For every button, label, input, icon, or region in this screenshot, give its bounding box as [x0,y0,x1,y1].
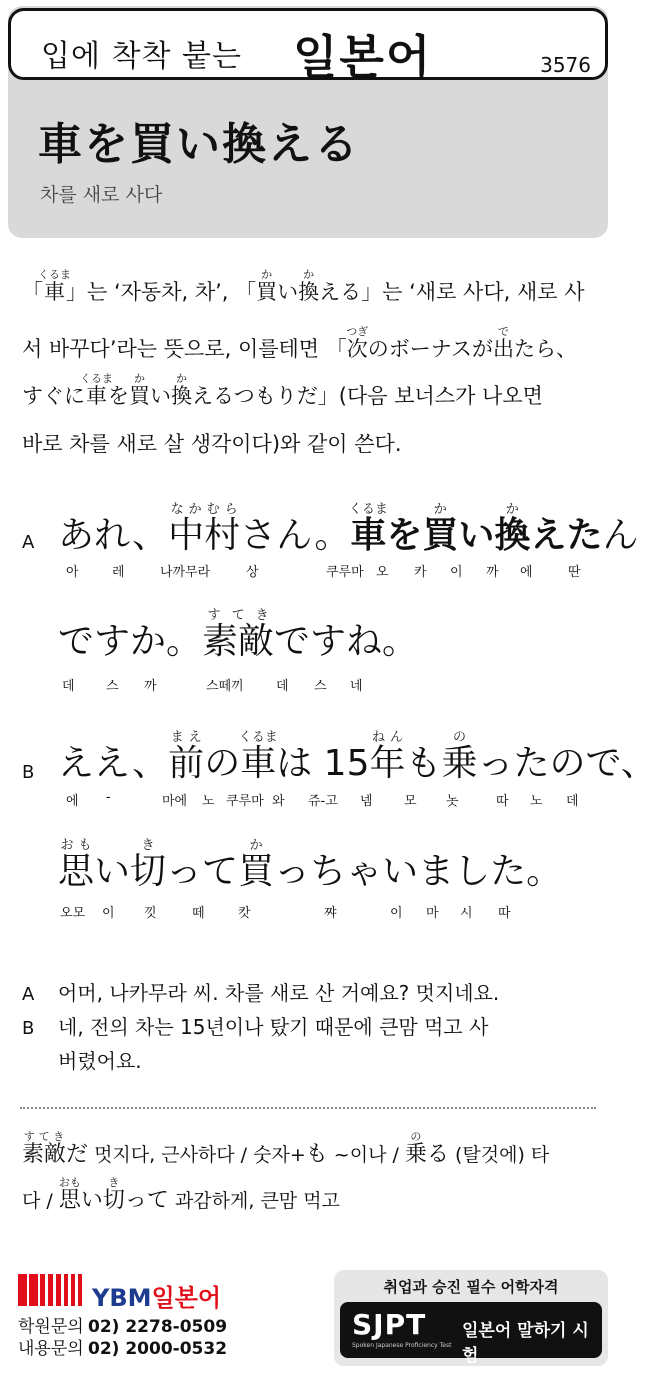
ybm-logo-icon [18,1272,88,1308]
dialogue-a-line-2: ですか。素敵すてきですね。 [58,608,419,662]
sjpt-logo: SJPT [352,1308,427,1341]
sjpt-banner [340,1302,602,1366]
ybm-brand: YBM일본어 [92,1284,222,1312]
sjpt-ad [334,1270,608,1366]
speaker-b-label: B [22,762,35,783]
sjpt-tagline: 취업과 승진 필수 어학자격 [383,1278,559,1296]
explanation-line-2: 서 바꾸다’라는 뜻으로, 이를테면 「次つぎのボーナスが出でたら、 [22,325,577,361]
vocab-line-2: 다 / 思おもい切きって 과감하게, 큰맘 먹고 [22,1176,340,1213]
speaker-a-label: A [22,532,35,553]
headline-japanese: 車を買い換える [38,119,360,170]
sjpt-subtitle: Spoken Japanese Proficiency Test [352,1342,452,1349]
translation-a: A 어머, 나카무라 씨. 차를 새로 산 거예요? 멋지네요. [22,981,500,1005]
explanation-line-4: 바로 차를 새로 살 생각이다)와 같이 쓴다. [22,432,402,456]
contact-academy: 학원문의 02) 2278-0509 [18,1317,228,1337]
issue-number: 3576 [540,53,591,77]
dialogue-b-line-2: 思おもい切きって買かっちゃいました。 [58,838,563,892]
explanation-line-3: すぐに車くるまを買かい換かえるつもりだ」(다음 보너스가 나오면 [22,372,543,408]
series-title-big: 일본어 [293,30,433,84]
series-title-box [8,8,608,84]
explanation-line-1: 「車くるま」는 ‘자동차, 차’, 「買かい換かえる」는 ‘새로 사다, 새로 사 [22,268,585,304]
dialogue-a-line-1: あれ、中村なかむらさん。車くるまを買かい換かえたん [58,502,639,556]
vocab-line-1: 素敵すてきだ 멋지다, 근사하다 / 숫자+も ~이나 / 乗のる (탈것에) 타 [22,1130,550,1167]
dialogue-b-line-1: ええ、前まえの車くるまは 15年ねんも乗のったので、 [58,730,657,784]
headline-korean: 차를 새로 사다 [40,184,163,206]
sjpt-description: 일본어 말하기 시험 [462,1321,589,1366]
contact-content: 내용문의 02) 2000-0532 [18,1339,228,1359]
series-title-small: 입에 착착 붙는 [41,39,242,74]
section-divider [20,1107,596,1109]
translation-b-line-1: B 네, 전의 차는 15년이나 탔기 때문에 큰맘 먹고 사 [22,1015,489,1039]
translation-b-line-2: 버렸어요. [58,1049,142,1073]
